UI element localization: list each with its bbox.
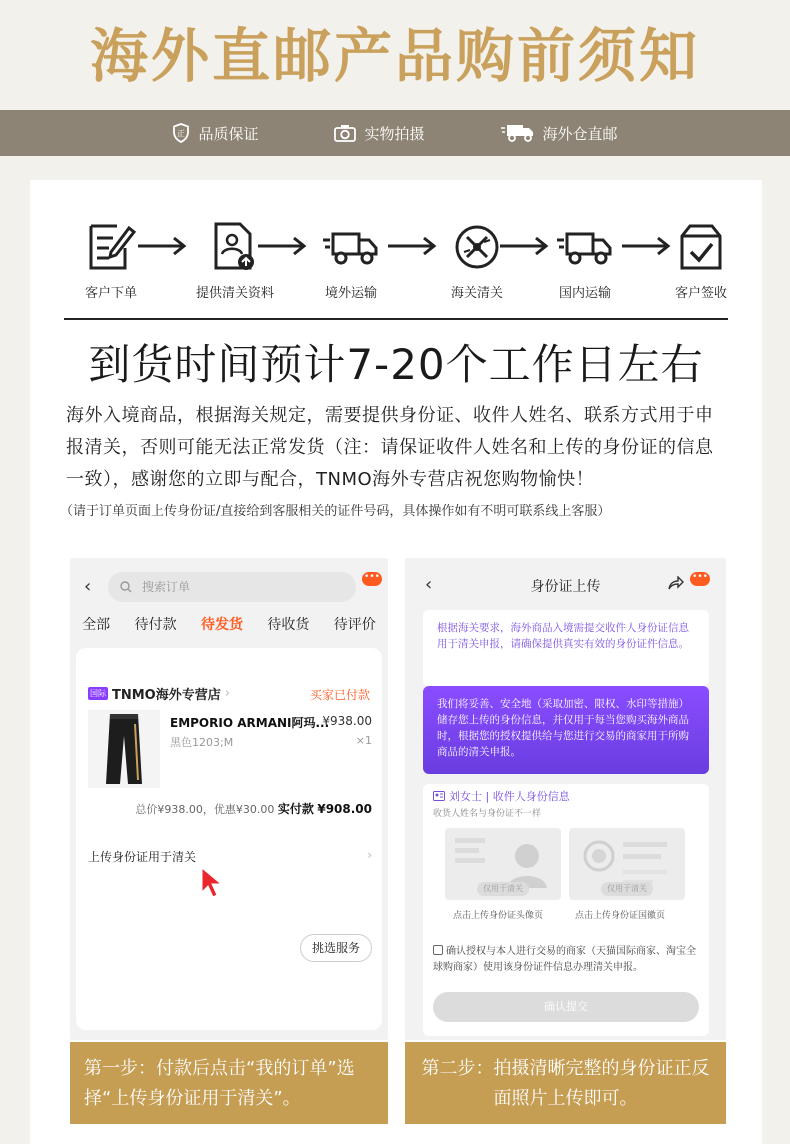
- badge-label: 海外仓直邮: [542, 124, 618, 143]
- order-card: [76, 648, 382, 1030]
- privacy-info: 我们将妥善、安全地（采取加密、限权、水印等措施）储存您上传的身份信息，并仅用于每当您购买海外商品时，根据您的授权提供给与您进行交易的商家用于所购商品的清关申报。: [423, 686, 709, 774]
- shield-icon: [172, 123, 190, 143]
- badge-photo: [334, 123, 424, 144]
- order-totals: [135, 800, 372, 817]
- arrow-right-icon: [388, 236, 438, 256]
- tab-to-review[interactable]: 待评价: [333, 617, 376, 633]
- tab-to-ship[interactable]: 待发货: [200, 617, 243, 633]
- step-order: [66, 222, 156, 301]
- recipient-name-label: 刘女士 | 收件人身份信息: [449, 790, 570, 803]
- screen-title: 身份证上传: [530, 579, 601, 595]
- step-label: 客户签收: [674, 286, 727, 301]
- step-label: 境外运输: [324, 286, 377, 301]
- id-card-icon: [433, 791, 445, 801]
- truck-icon: [555, 222, 615, 272]
- badge-label: 实物拍摄: [364, 124, 425, 143]
- header: [0, 0, 790, 110]
- consent-text: 确认授权与本人进行交易的商家（天猫国际商家、淘宝全球购商家）使用该身份证件信息办理清关申报。: [433, 946, 696, 973]
- notice-paragraph: 海外入境商品，根据海关规定，需要提供身份证、收件人姓名、联系方式用于申报清关，否则可能无法正常发货（注：请保证收件人姓名和上传的身份证的信息一致），感谢您的立即与配合，TNMO海外专营店祝您购物愉快！: [66, 405, 714, 490]
- badge-shipping: [501, 123, 618, 144]
- paid-value: ¥908.00: [317, 802, 372, 816]
- step-label: 客户下单: [84, 286, 137, 301]
- navbar: [405, 572, 726, 602]
- paid-label: 实付款: [277, 802, 314, 816]
- shop-tag: 国际: [90, 689, 106, 698]
- search-bar: [84, 572, 380, 604]
- id-upload-screenshot: [405, 558, 726, 1040]
- product-price: ¥938.00: [322, 714, 372, 728]
- search-icon: [120, 581, 132, 593]
- customs-info: 根据海关要求，海外商品入境需提交收件人身份证信息用于清关申报，请确保提供真实有效的身份证件信息。: [423, 610, 709, 686]
- tab-unpaid[interactable]: 待付款: [134, 617, 177, 633]
- shop-name[interactable]: [88, 684, 230, 703]
- back-icon[interactable]: ‹: [84, 576, 92, 597]
- process-steps: [66, 222, 726, 302]
- delivery-headline: 到货时间预计7-20个工作日左右: [88, 340, 704, 389]
- step1-caption: 第一步：付款后点击“我的订单”选择“上传身份证用于清关”。: [70, 1042, 388, 1124]
- step-domestic-transport: [540, 222, 630, 301]
- upload-id-label: 上传身份证用于清关: [88, 850, 197, 864]
- chevron-right-icon: ›: [367, 848, 372, 862]
- customs-only-tag: 仅用于清关: [477, 882, 529, 896]
- divider: [64, 318, 728, 320]
- step-overseas-transport: [306, 222, 396, 301]
- step-docs: [190, 222, 280, 301]
- content-card: [30, 180, 762, 1144]
- consent-checkbox[interactable]: [433, 945, 443, 955]
- step2-caption: 第二步：拍摄清晰完整的身份证正反面照片上传即可。: [405, 1042, 726, 1124]
- pants-icon: [88, 710, 160, 788]
- step-label: 海关清关: [450, 286, 503, 301]
- truck-icon: [321, 222, 381, 272]
- message-icon[interactable]: •••: [362, 572, 382, 586]
- truck-icon: [501, 123, 535, 143]
- upload-id-row[interactable]: [88, 848, 372, 865]
- svg-text:正: 正: [177, 129, 186, 138]
- badge-label: 品质保证: [198, 124, 259, 143]
- product-spec: 黑色1203;M: [170, 736, 234, 749]
- arrow-right-icon: [258, 236, 308, 256]
- arrow-right-icon: [138, 236, 188, 256]
- consent-row[interactable]: [433, 944, 701, 976]
- select-service-button[interactable]: 挑选服务: [300, 934, 372, 962]
- message-icon[interactable]: •••: [690, 572, 710, 586]
- search-placeholder: 搜索订单: [142, 580, 191, 594]
- camera-icon: [334, 124, 356, 142]
- document-upload-icon: [212, 222, 258, 272]
- guarantee-bar: [0, 110, 790, 156]
- product-image[interactable]: [88, 710, 160, 788]
- confirm-submit-button[interactable]: 确认提交: [433, 992, 699, 1022]
- recipient-name: [433, 788, 570, 804]
- customs-icon: [452, 222, 502, 272]
- tab-all[interactable]: 全部: [82, 617, 111, 633]
- share-icon[interactable]: [668, 576, 684, 590]
- back-upload-caption: 点击上传身份证国徽页: [575, 911, 666, 921]
- chevron-right-icon: ›: [224, 686, 230, 701]
- name-mismatch-hint[interactable]: 收货人姓名与身份证不一样: [433, 809, 542, 819]
- order-screenshot: [70, 558, 388, 1040]
- order-tabs: [70, 614, 388, 634]
- step-label: 提供清关资料: [195, 286, 274, 301]
- tab-to-receive[interactable]: 待收货: [267, 617, 310, 633]
- page-title: 海外直邮产品购前须知: [89, 22, 700, 90]
- back-icon[interactable]: ‹: [425, 574, 433, 595]
- order-form-icon: [85, 222, 137, 272]
- step-sign: [656, 222, 746, 301]
- step-label: 国内运输: [558, 286, 611, 301]
- badge-quality: [172, 123, 258, 144]
- cursor-arrow-icon: [200, 866, 224, 900]
- search-input[interactable]: [108, 572, 356, 602]
- order-status: 买家已付款: [309, 688, 370, 702]
- product-quantity: ×1: [355, 734, 372, 747]
- customs-only-tag: 仅用于清关: [601, 882, 653, 896]
- id-upload-panel: [423, 784, 709, 1036]
- totals-text: 总价¥938.00，优惠¥30.00: [135, 803, 275, 816]
- shop-label: TNMO海外专营店: [112, 688, 221, 703]
- product-name[interactable]: EMPORIO ARMANI阿玛...: [170, 716, 330, 730]
- front-upload-caption: 点击上传身份证头像页: [453, 911, 544, 921]
- checkbox-icon: [676, 222, 726, 272]
- step-customs: [432, 222, 522, 301]
- notice-note: （请于订单页面上传身份证/直接给到客服相关的证件号码，具体操作如有不明可联系线上客服）: [60, 504, 611, 519]
